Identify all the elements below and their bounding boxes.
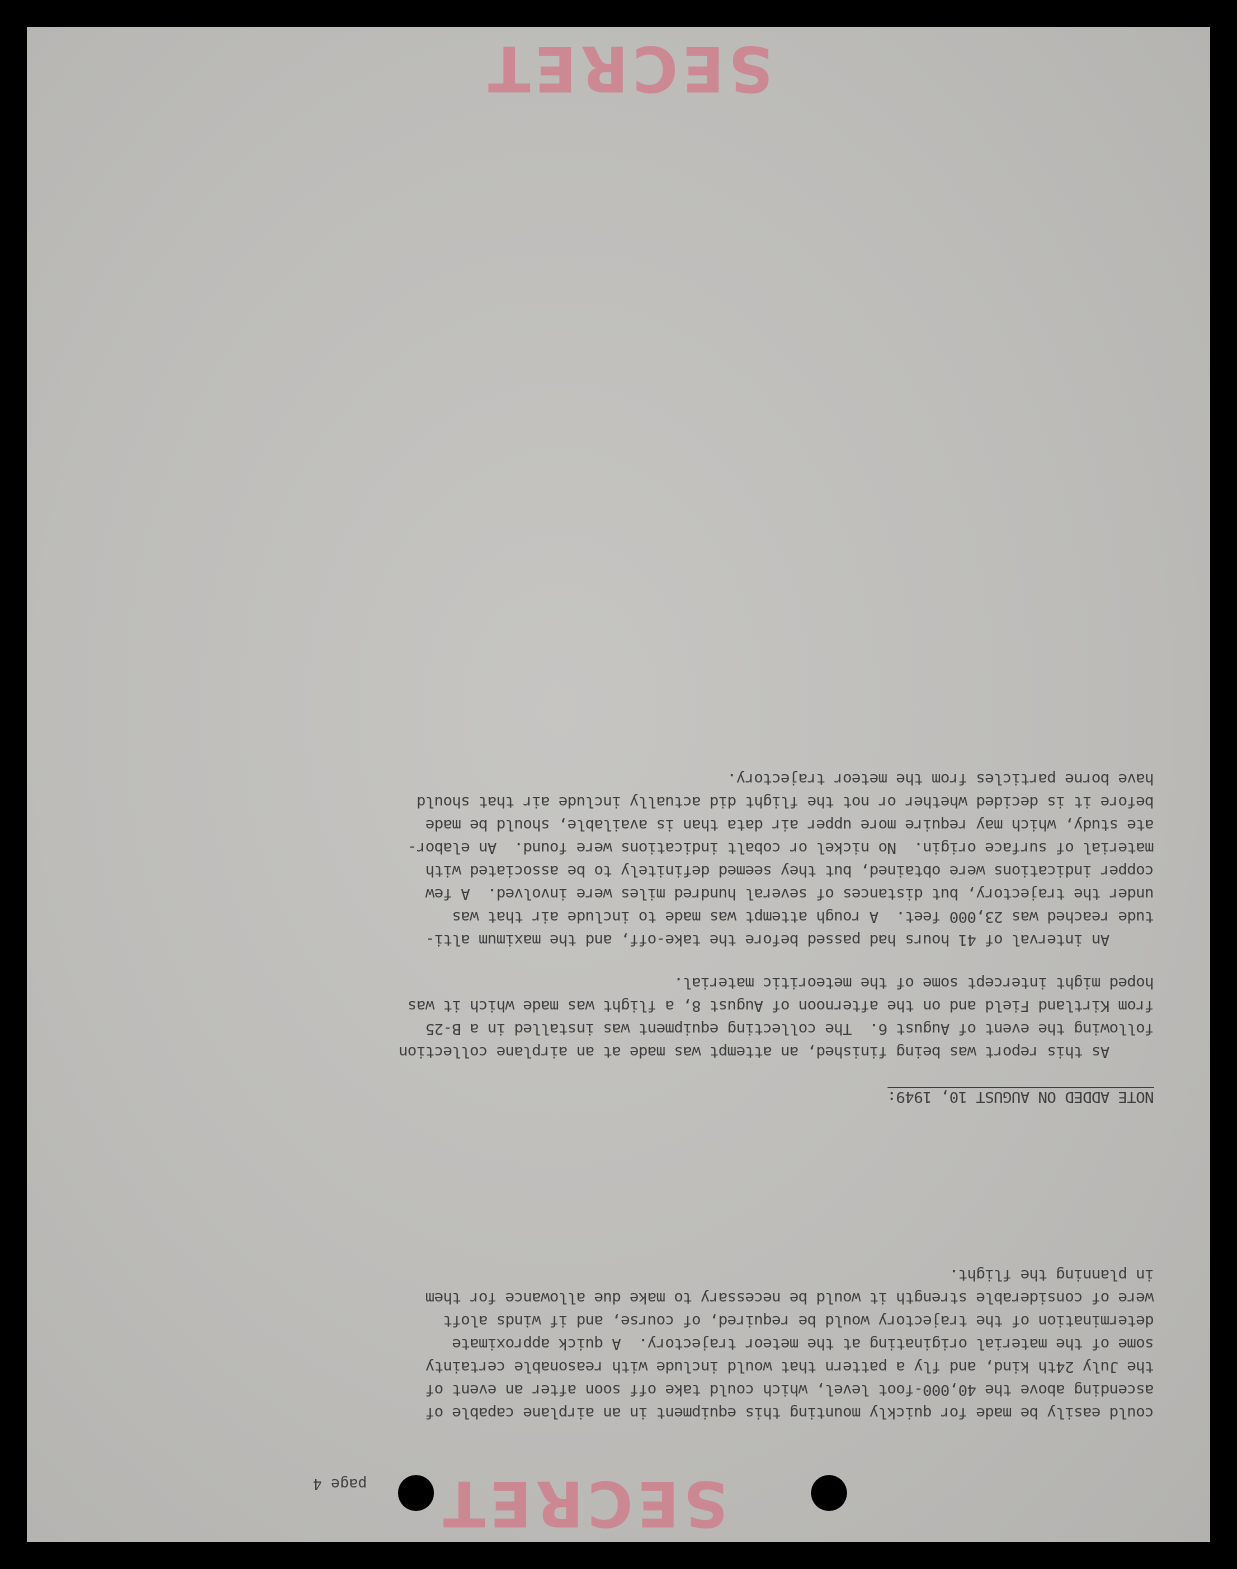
secret-stamp-bottom: SECRET <box>484 32 773 105</box>
punch-hole-right <box>398 1475 434 1511</box>
text-line: copper indications were obtained, but they seemed definitely to be associated with <box>425 862 1154 880</box>
text-line: An interval of 41 hours had passed before the take-off, and the maximum alti- <box>425 931 1154 949</box>
text-line: under the trajectory, but distances of several hundred miles were involved. A few <box>425 885 1154 903</box>
text-line: hoped might intercept some of the meteoritic material. <box>674 974 1154 992</box>
text-line: determination of the trajectory would be required, of course, and if winds aloft <box>443 1312 1154 1330</box>
text-line: have borne particles from the meteor trajectory. <box>727 770 1154 788</box>
text-line: As this report was being finished, an attempt was made at an airplane collection <box>399 1043 1154 1061</box>
note-heading: NOTE ADDED ON AUGUST 10, 1949: <box>887 1088 1154 1106</box>
text-line: the July 24th kind, and fly a pattern that would include with reasonable certainty <box>425 1358 1154 1376</box>
text-line: in planning the flight. <box>949 1266 1154 1284</box>
text-line: following the event of August 6. The collecting equipment was installed in a B-25 <box>425 1020 1154 1038</box>
text-line: before it is decided whether or not the flight did actually include air that should <box>416 793 1154 811</box>
text-line: were of considerable strength it would be necessary to make due allowance for them <box>425 1289 1154 1307</box>
text-line: ascending above the 40,000-foot level, which could take off soon after an event of <box>425 1381 1154 1399</box>
text-line: from Kirtland Field and on the afternoon of August 8, a flight was made which it was <box>407 997 1154 1015</box>
text-line: tude reached was 23,000 feet. A rough attempt was made to include air that was <box>452 908 1154 926</box>
document-page <box>27 27 1210 1542</box>
rotated-page-content <box>27 27 1210 1542</box>
text-line: ate study, which may require more upper air data than is available, should be made <box>425 816 1154 834</box>
secret-stamp-top: SECRET <box>439 1467 728 1540</box>
text-line: material of surface origin. No nickel or cobalt indications were found. An elabor- <box>407 839 1154 857</box>
punch-hole-left <box>811 1475 847 1511</box>
text-line: some of the material originating at the meteor trajectory. A quick approximate <box>452 1335 1154 1353</box>
text-line: could easily be made for quickly mounting this equipment in an airplane capable of <box>425 1404 1154 1422</box>
page-number: page 4 <box>312 1475 367 1493</box>
